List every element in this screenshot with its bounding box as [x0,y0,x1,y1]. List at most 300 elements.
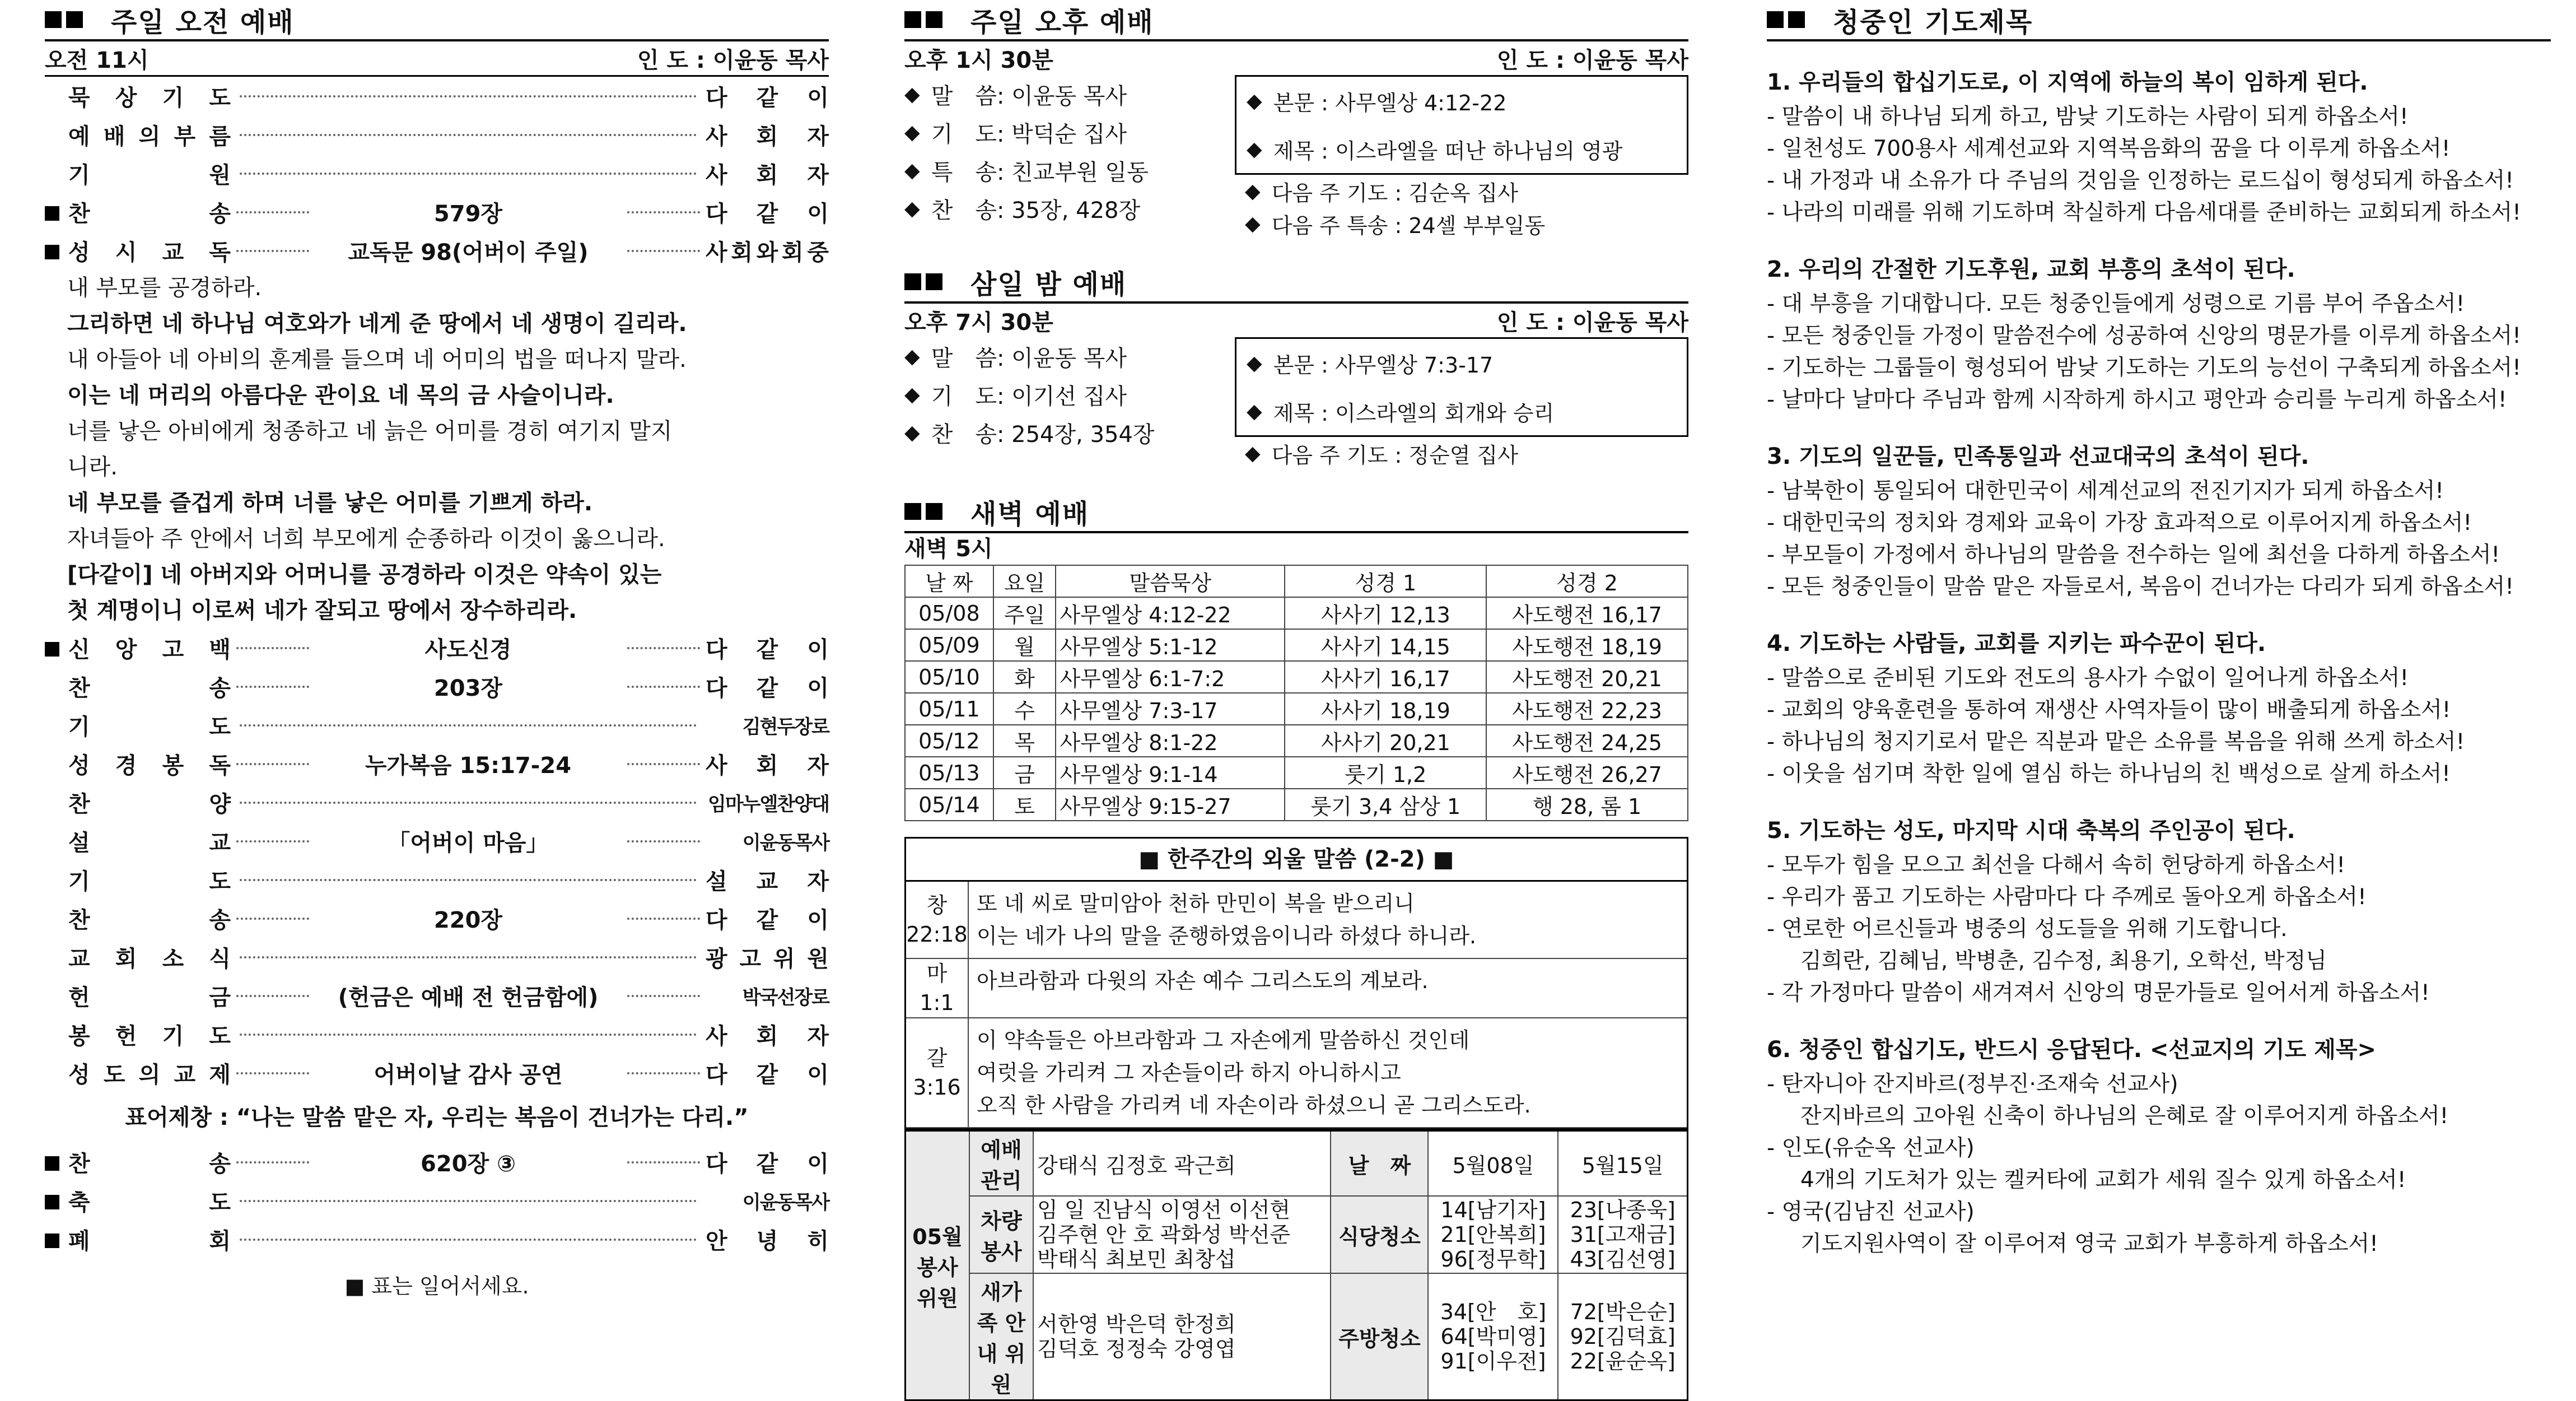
wednesday-sermon-box [1235,337,1688,437]
order-row [45,231,829,270]
table-cell: 룻기 1,2 [1285,757,1486,789]
order-label: 찬 송 [68,907,231,933]
reading-line: 첫 계명이니 이로써 네가 잘되고 땅에서 장수하리라. [67,598,577,623]
order-person: 설 교 자 [706,869,829,895]
cleaning-entry: 23[나종욱] [1570,1198,1676,1222]
verse-row [906,882,1687,959]
prayer-item: - 남북한이 통일되어 대한민국이 세계선교의 전진기지가 되게 하옵소서! [1767,478,2444,504]
sermon-text: 제목 : 이스라엘의 회개와 승리 [1273,401,1555,426]
sermon-line [1247,125,1677,173]
dot-leader [627,918,700,920]
table-cell: 05/13 [905,757,993,789]
next-week-text: 다음 주 특송 : 24셀 부부일동 [1271,213,1546,238]
afternoon-roles [904,75,1235,240]
worship-names: 강태식 김정호 곽근희 [1033,1131,1331,1197]
dot-leader [627,647,700,649]
role-text: 기 도: 이기선 집사 [931,383,1127,409]
reading-line: 내 부모를 공경하라. [67,275,262,301]
dot-leader [240,879,697,881]
service-side-label: 05월 봉사 위원 [906,1131,970,1400]
morning-subhead: 오전 11시 인 도 : 이윤동 목사 [45,41,829,77]
prayer-item: - 하나님의 청지기로서 맡은 직분과 맡은 소유를 복음을 위해 쓰게 하소서! [1767,729,2465,755]
order-label: 봉 헌 기 도 [68,1023,231,1049]
prayer-item: - 각 가정마다 말씀이 새겨져서 신앙의 명문가들로 일어서게 하옵소서! [1767,980,2430,1006]
dot-leader [627,686,700,688]
table-cell: 사무엘상 9:1-14 [1056,757,1285,789]
stand-marker-icon [45,238,63,264]
order-label: 묵 상 기 도 [68,85,231,111]
order-label: 기 도 [68,714,231,740]
morning-service-column [45,0,829,1338]
prayer-heading: 3. 기도의 일꾼들, 민족통일과 선교대국의 초석이 된다. [1767,444,2309,469]
order-person: 이 윤 동 목 사 [742,1191,829,1214]
dot-leader [240,1034,697,1036]
reading-line: 이는 네 머리의 아름다운 관이요 네 목의 금 사슬이니라. [67,383,614,408]
order-label: 헌 금 [68,985,231,1011]
order-content: 620장 ③ [421,1151,516,1177]
reading-line: 네 부모를 즐겁게 하며 너를 낳은 어미를 기쁘게 하라. [67,490,593,516]
order-person: 사 회 자 [706,124,829,150]
table-cell: 룻기 3,4 삼상 1 [1285,789,1486,821]
order-row [45,744,829,783]
order-row [45,783,829,822]
order-person: 다 같 이 [706,1062,829,1088]
prayer-item: - 내 가정과 내 소유가 다 주님의 것임을 인정하는 로드십이 형성되게 하옵소서! [1767,168,2514,193]
verse-chapter: 3:16 [913,1075,961,1100]
order-label: 신 앙 고 백 [68,637,231,663]
memory-verse-title: ■ 한주간의 외울 말씀 (2-2) ■ [906,839,1687,882]
kitchen-col-2 [1558,1273,1687,1400]
table-cell: 사사기 12,13 [1285,597,1486,629]
order-label: 예 배 의 부 름 [68,124,231,150]
order-content: 교독문 98(어버이 주일) [348,240,589,266]
table-cell: 사사기 20,21 [1285,725,1486,757]
verse-line: 이 약속들은 아브라함과 그 자손에게 말씀하신 것인데 [977,1028,1470,1053]
order-person: 임 마 누 엘 찬 양 대 [707,793,829,816]
dot-leader [236,686,309,688]
table-cell: 05/08 [905,597,993,629]
table-cell: 토 [993,789,1056,821]
order-row [45,77,829,115]
prayer-title: 청중인 기도제목 [1767,0,2551,41]
prayer-list [1767,64,2551,1260]
kitchen-col-1 [1428,1273,1558,1400]
order-label: 설 교 [68,830,231,856]
name-line: 김주현 안 호 곽화성 박선준 [1037,1222,1291,1247]
verse-text [969,882,1687,958]
diamond-icon: ◆ [904,120,920,144]
prayer-item: - 부모들이 가정에서 하나님의 말씀을 전수하는 일에 최선을 다하게 하옵소서! [1767,542,2500,567]
dining-label: 식당청소 [1331,1196,1428,1273]
next-week-text: 다음 주 기도 : 김순옥 집사 [1271,180,1518,206]
role-row [904,337,1235,375]
stand-marker-icon [45,1227,63,1253]
table-cell: 사무엘상 5:1-12 [1056,629,1285,661]
prayer-item: - 대한민국의 정치와 경제와 교육이 가장 효과적으로 이루어지게 하옵소서! [1767,510,2472,536]
order-content: 누가복음 15:17-24 [365,753,572,779]
square-bullet-icon [926,273,942,290]
order-row [45,899,829,938]
table-row [905,661,1688,693]
verse-chapter: 1:1 [920,990,954,1015]
dot-leader [240,1200,697,1202]
order-list-2 [45,629,829,1092]
table-cell: 05/10 [905,661,993,693]
cleaning-entry: 43[김선영] [1570,1247,1676,1272]
reading-line: 너를 낳은 아비에게 청종하고 네 늙은 어미를 경히 여기지 말지 [67,418,673,444]
dot-leader [236,1072,309,1074]
reading-line: 니라. [67,454,118,480]
prayer-item: - 영국(김남진 선교사) [1767,1199,1975,1225]
role-row [904,189,1235,227]
prayer-item: 잔지바르의 고아원 신축이 하나님의 은혜로 잘 이루어지게 하옵소서! [1800,1104,2449,1129]
dot-leader [627,1072,700,1074]
sermon-text: 제목 : 이스라엘을 떠난 하나님의 영광 [1273,138,1623,164]
stand-marker-icon [45,1188,63,1214]
table-cell: 주일 [993,597,1056,629]
diamond-icon: ◆ [904,159,920,182]
wednesday-body [904,337,1688,469]
name-line: 서한영 박은덕 한정희 [1037,1312,1236,1337]
order-row [45,822,829,860]
prayer-item: - 우리가 품고 기도하는 사람마다 다 주께로 돌아오게 하옵소서! [1767,885,2367,910]
square-bullet-icon [1788,11,1805,28]
table-header-cell: 성경 2 [1486,565,1688,597]
role-text: 찬 송: 35장, 428장 [931,197,1141,224]
cleaning-entry: 72[박은순] [1570,1300,1676,1324]
footnote: ■ 표는 일어서세요. [344,1274,529,1298]
cleaning-entry: 64[박미영] [1440,1324,1546,1349]
order-person: 사 회 자 [706,753,829,779]
dot-leader [240,802,697,804]
prayer-item: - 연로한 어르신들과 병중의 성도들을 위해 기도합니다. [1767,916,2288,942]
prayer-heading: 1. 우리들의 합십기도로, 이 지역에 하늘의 복이 임하게 된다. [1767,69,2368,95]
table-cell: 사도행전 22,23 [1486,693,1688,725]
diamond-icon: ◆ [904,197,920,220]
prayer-item: - 탄자니아 잔지바르(정부진·조재숙 선교사) [1767,1072,2178,1097]
car-label: 차량 봉사 [969,1196,1033,1273]
table-cell: 05/14 [905,789,993,821]
order-row [45,706,829,744]
verse-line: 이는 네가 나의 말을 준행하였음이니라 하셨다 하니라. [977,924,1477,948]
diamond-icon: ◆ [1245,212,1261,235]
diamond-icon: ◆ [1247,137,1262,161]
role-row [904,413,1235,452]
prayer-heading: 2. 우리의 간절한 기도후원, 교회 부흥의 초석이 된다. [1767,257,2295,282]
order-label: 성 도 의 교 제 [68,1062,231,1088]
role-text: 찬 송: 254장, 354장 [931,421,1155,448]
order-row [45,115,829,154]
dot-leader [236,1161,309,1163]
square-bullet-icon [45,11,62,28]
square-bullet-icon [904,503,921,520]
diamond-icon: ◆ [1247,89,1262,113]
table-cell: 05/11 [905,693,993,725]
order-person: 이 윤 동 목 사 [742,832,829,854]
wednesday-subhead: 오후 7시 30분 인 도 : 이윤동 목사 [904,309,1688,336]
next-week-line [1235,175,1688,207]
slogan: 표어제창 : “나는 말씀 맡은 자, 우리는 복음이 건너가는 다리.” [125,1105,749,1130]
order-content: 579장 [433,201,503,227]
prayer-item: - 나라의 미래를 위해 기도하며 착실하게 다음세대를 준비하는 교회되게 하소서! [1767,200,2521,225]
wednesday-roles [904,337,1235,469]
cleaning-entry: 21[안복희] [1440,1222,1546,1247]
dot-leader [236,211,309,213]
dot-leader [240,956,697,958]
table-cell: 화 [993,661,1056,693]
order-content: 사도신경 [424,637,512,663]
diamond-icon: ◆ [904,345,920,368]
order-row [45,629,829,667]
prayer-item: - 일천성도 700용사 세계선교와 지역복음화의 꿈을 다 이루게 하옵소서! [1767,136,2451,161]
sermon-text: 본문 : 사무엘상 7:3-17 [1273,352,1494,378]
table-cell: 사도행전 26,27 [1486,757,1688,789]
order-content: 어버이날 감사 공연 [374,1062,563,1088]
name-line: 임 일 진남식 이영선 이선현 [1037,1198,1291,1222]
car-names [1033,1196,1331,1273]
dawn-schedule-table [904,565,1688,821]
table-cell: 사도행전 24,25 [1486,725,1688,757]
service-duty-table [904,1130,1688,1401]
kitchen-label: 주방청소 [1331,1273,1428,1400]
prayer-item: - 모든 청중인들 가정이 말씀전수에 성공하여 신앙의 명문가를 이루게 하옵소서! [1767,323,2521,348]
prayer-item: - 날마다 날마다 주님과 함께 시작하게 하시고 평안과 승리를 누리게 하옵소서! [1767,387,2507,412]
date-label: 날 짜 [1331,1131,1428,1197]
square-bullet-icon [926,11,942,28]
order-row [45,154,829,193]
dot-leader [627,763,700,765]
dot-leader [236,918,309,920]
wednesday-next-week [1235,437,1688,469]
diamond-icon: ◆ [1245,179,1261,203]
order-person: 사 회 자 [706,1023,829,1049]
name-line: 김덕호 정정숙 강영엽 [1037,1337,1236,1361]
sermon-text: 본문 : 사무엘상 4:12-22 [1273,90,1507,115]
next-week-text: 다음 주 기도 : 정순열 집사 [1271,443,1518,468]
reading-line: [다같이] 네 아버지와 어머니를 공경하라 이것은 약속이 있는 [67,562,662,588]
order-label: 기 원 [68,162,231,188]
order-label: 기 도 [68,869,231,895]
afternoon-subhead: 오후 1시 30분 인 도 : 이윤동 목사 [904,47,1688,73]
stand-marker-icon [45,199,63,225]
verse-chapter: 22:18 [906,922,968,947]
table-cell: 사사기 14,15 [1285,629,1486,661]
newcomer-label: 새가족 안내 위원 [969,1273,1033,1400]
dawn-title: 새벽 예배 [904,492,1688,533]
afternoon-title: 주일 오후 예배 [904,0,1688,41]
role-row [904,75,1235,113]
date-2: 5월15일 [1558,1131,1687,1197]
role-row [904,113,1235,151]
table-cell: 사무엘상 6:1-7:2 [1056,661,1285,693]
stand-marker-icon [45,635,63,661]
order-list-1 [45,77,829,270]
table-cell: 사사기 18,19 [1285,693,1486,725]
dot-leader [236,763,309,765]
order-row [45,976,829,1015]
dot-leader [627,1161,700,1163]
prayer-item: - 말씀으로 준비된 기도와 전도의 용사가 수없이 일어나게 하옵소서! [1767,665,2409,691]
table-header-cell: 요일 [993,565,1056,597]
table-cell: 사무엘상 8:1-22 [1056,725,1285,757]
square-bullet-icon [904,273,921,290]
afternoon-body [904,75,1688,240]
order-row [45,1054,829,1092]
dot-leader [240,724,697,727]
reading-line: 내 아들아 네 아비의 훈계를 들으며 네 어미의 법을 떠나지 말라. [67,347,687,373]
order-person: 다 같 이 [706,85,829,111]
order-person: 안 녕 히 [706,1228,829,1254]
cleaning-entry: 34[안 호] [1440,1300,1547,1324]
prayer-heading: 5. 기도하는 성도, 마지막 시대 축복의 주인공이 된다. [1767,818,2295,844]
name-line: 박태식 최보민 최창섭 [1037,1247,1236,1272]
order-content: 203장 [433,676,503,701]
role-text: 말 씀: 이윤동 목사 [931,83,1127,109]
order-row [45,1220,829,1259]
table-header-cell: 말씀묵상 [1056,565,1285,597]
dot-leader [627,840,700,843]
dot-leader [236,250,309,252]
sermon-line [1247,77,1677,125]
verse-line: 오직 한 사람을 가리켜 네 자손이라 하셨으니 곧 그리스도라. [977,1093,1531,1118]
order-row [45,1181,829,1220]
table-cell: 사무엘상 7:3-17 [1056,693,1285,725]
order-content: (헌금은 예배 전 헌금함에) [338,985,599,1011]
cleaning-entry: 22[윤순옥] [1570,1349,1676,1374]
diamond-icon: ◆ [1247,399,1262,423]
reading-line: 그리하면 네 하나님 여호와가 네게 준 땅에서 네 생명이 길리라. [67,311,687,337]
memory-verse-box [904,837,1688,1130]
table-row [905,693,1688,725]
order-list-3 [45,1143,829,1259]
afternoon-next-week [1235,175,1688,240]
table-row [905,629,1688,661]
order-label: 성 시 교 독 [68,240,231,266]
dining-col-1 [1428,1196,1558,1273]
dot-leader [236,647,309,649]
verse-text [969,959,1687,1017]
sermon-line [1247,387,1677,435]
role-row [904,151,1235,189]
table-cell: 목 [993,725,1056,757]
table-cell: 사도행전 20,21 [1486,661,1688,693]
diamond-icon: ◆ [904,421,920,444]
square-bullet-icon [1767,11,1784,28]
order-person: 박 국 선 장 로 [742,986,829,1009]
next-week-line [1235,437,1688,469]
verse-reference [906,959,969,1017]
order-content: 「어버이 마음」 [388,830,549,856]
dining-col-2 [1558,1196,1687,1273]
verse-reference [906,882,969,958]
prayer-item: 4개의 기도처가 있는 켈커타에 교회가 세워 질수 있게 하옵소서! [1800,1167,2406,1193]
table-row [905,789,1688,821]
cleaning-entry: 96[정무학] [1440,1247,1546,1272]
order-label: 찬 송 [68,201,231,227]
order-content: 220장 [433,907,503,933]
table-cell: 05/09 [905,629,993,661]
order-label: 찬 송 [68,1151,231,1177]
order-label: 폐 회 [68,1228,231,1254]
date-1: 5월08일 [1428,1131,1558,1197]
morning-title: 주일 오전 예배 [45,0,829,41]
dot-leader [236,840,309,843]
square-bullet-icon [926,503,942,520]
table-cell: 사도행전 18,19 [1486,629,1688,661]
dot-leader [240,95,697,97]
order-person: 다 같 이 [706,907,829,933]
order-person: 광 고 위 원 [706,946,829,972]
prayer-item: - 인도(유순옥 선교사) [1767,1135,1975,1161]
verse-line: 아브라함과 다윗의 자손 예수 그리스도의 계보라. [977,969,1429,993]
stand-marker-icon [45,1149,63,1175]
other-services-column [904,0,1688,1397]
prayer-item: - 교회의 양육훈련을 통하여 재생산 사역자들이 많이 배출되게 하옵소서! [1767,697,2451,723]
order-person: 다 같 이 [706,201,829,227]
table-cell: 금 [993,757,1056,789]
order-row [45,193,829,231]
dot-leader [240,1239,697,1241]
dot-leader [236,995,309,997]
verse-reference [906,1018,969,1127]
square-bullet-icon [66,11,83,28]
dot-leader [627,250,700,252]
role-text: 기 도: 박덕순 집사 [931,121,1127,147]
verse-book: 마 [926,961,948,986]
table-cell: 월 [993,629,1056,661]
table-header-row [905,565,1688,597]
table-cell: 사사기 16,17 [1285,661,1486,693]
prayer-heading: 4. 기도하는 사람들, 교회를 지키는 파수꾼이 된다. [1767,631,2266,657]
worship-label: 예배 관리 [969,1131,1033,1197]
diamond-icon: ◆ [904,82,920,106]
order-row [45,1015,829,1054]
verse-book: 창 [926,893,948,918]
verse-text [969,1018,1687,1127]
role-text: 말 씀: 이윤동 목사 [931,345,1127,371]
responsive-reading [45,270,829,629]
prayer-item: - 이웃을 섬기며 착한 일에 열심 하는 하나님의 친 백성으로 살게 하소서! [1767,761,2451,786]
order-label: 교 회 소 식 [68,946,231,972]
wednesday-title: 삼일 밤 예배 [904,262,1688,304]
order-label: 축 도 [68,1190,231,1216]
next-week-line [1235,207,1688,240]
prayer-heading: 6. 청중인 합십기도, 반드시 응답된다. <선교지의 기도 제목> [1767,1037,2377,1063]
order-person: 다 같 이 [706,1151,829,1177]
cleaning-entry: 91[이우전] [1440,1349,1546,1374]
prayer-item: - 기도하는 그룹들이 형성되어 밤낮 기도하는 기도의 능선이 구축되게 하옵소서! [1767,355,2521,380]
dawn-time: 새벽 5시 [904,536,993,562]
order-person: 사 회 자 [706,162,829,188]
dot-leader [627,211,700,213]
order-person: 다 같 이 [706,637,829,663]
dot-leader [240,173,697,175]
table-header-cell: 날 짜 [905,565,993,597]
order-row [45,1143,829,1181]
table-cell: 사도행전 16,17 [1486,597,1688,629]
table-row [905,757,1688,789]
dot-leader [627,995,700,997]
table-row [905,725,1688,757]
order-label: 성 경 봉 독 [68,753,231,779]
verse-line: 또 네 씨로 말미암아 천하 만민이 복을 받으리니 [977,891,1415,916]
cleaning-entry: 31[고재금] [1570,1222,1676,1247]
table-row [905,597,1688,629]
cleaning-entry: 92[김덕효] [1570,1324,1676,1349]
table-cell: 사무엘상 9:15-27 [1056,789,1285,821]
diamond-icon: ◆ [1245,441,1261,465]
prayer-item: - 말씀이 내 하나님 되게 하고, 밤낮 기도하는 사람이 되게 하옵소서! [1767,104,2409,129]
